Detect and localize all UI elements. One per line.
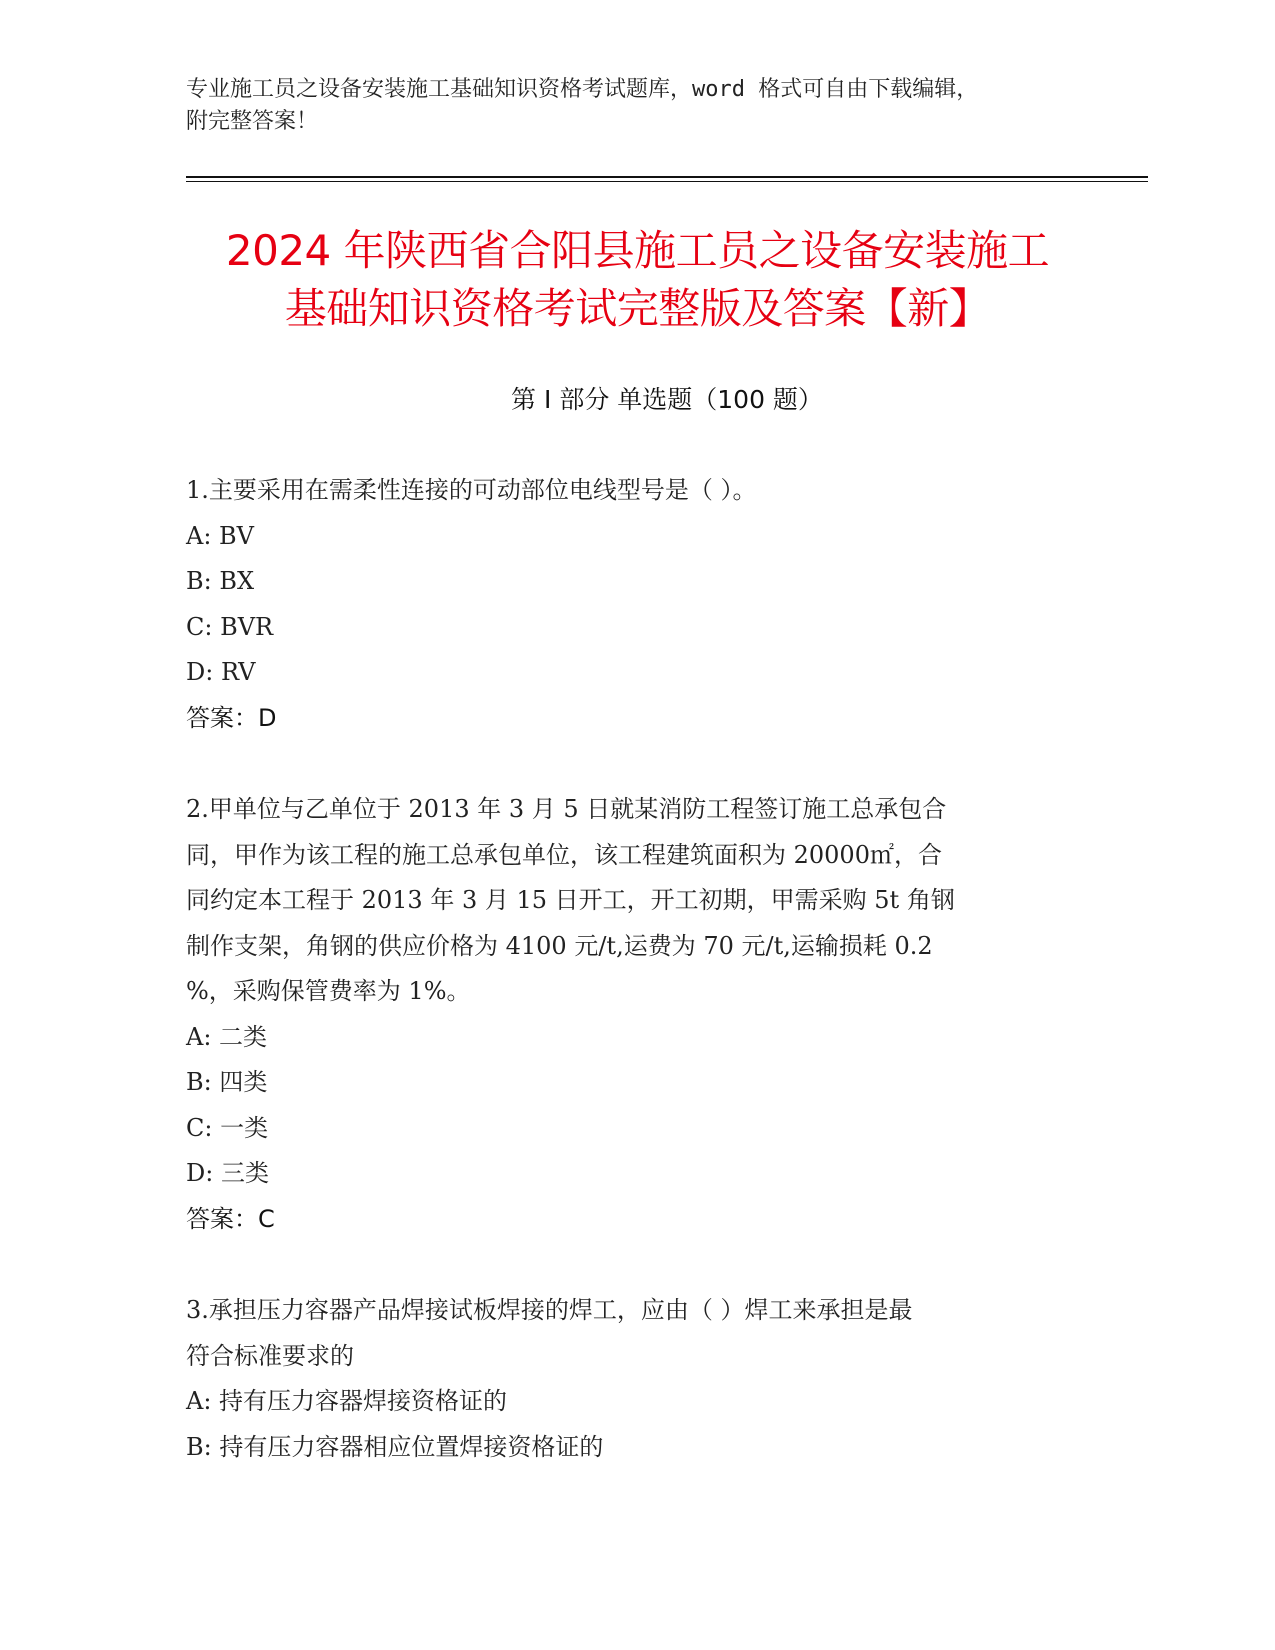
question-2-stem-line-1: 2.甲单位与乙单位于 2013 年 3 月 5 日就某消防工程签订施工总承包合 <box>186 795 947 823</box>
question-list <box>186 468 1066 1516</box>
question-3-option-b: B: 持有压力容器相应位置焊接资格证的 <box>186 1432 604 1461</box>
question-2 <box>186 787 1066 1242</box>
question-2-stem-line-5: %，采购保管费率为 1%。 <box>186 977 471 1005</box>
header-note-line-1: 专业施工员之设备安装施工基础知识资格考试题库，word 格式可自由下载编辑， <box>186 77 979 102</box>
header-rule-thick <box>186 176 1148 178</box>
question-2-option-b: B: 四类 <box>186 1068 268 1096</box>
header-note <box>186 74 1066 138</box>
question-1-option-d: D: RV <box>186 658 256 686</box>
question-2-stem-line-4: 制作支架，角钢的供应价格为 4100 元/t,运费为 70 元/t,运输损耗 0.2 <box>186 931 933 960</box>
question-3-option-a: A: 持有压力容器焊接资格证的 <box>186 1387 508 1415</box>
section-heading: 第 I 部分 单选题（100 题） <box>511 385 823 414</box>
question-2-answer: 答案：C <box>186 1204 275 1233</box>
question-1-stem: 1.主要采用在需柔性连接的可动部位电线型号是（ ）。 <box>186 476 757 504</box>
question-1-option-a: A: BV <box>186 521 255 550</box>
question-2-option-a: A: 二类 <box>186 1022 268 1051</box>
header-rule-thin <box>186 181 1148 182</box>
question-3-stem-line-1: 3.承担压力容器产品焊接试板焊接的焊工，应由（ ）焊工来承担是最 <box>186 1296 913 1324</box>
document-title-line-1: 2024 年陕西省合阳县施工员之设备安装施工 <box>225 226 1050 275</box>
question-2-option-c: C: 一类 <box>186 1113 269 1142</box>
question-1-option-b: B: BX <box>186 567 255 595</box>
question-2-stem-line-2: 同，甲作为该工程的施工总承包单位，该工程建筑面积为 20000㎡，合 <box>186 840 942 869</box>
document-title <box>160 222 1115 338</box>
question-1-option-c: C: BVR <box>186 612 274 641</box>
header-note-line-2: 附完整答案！ <box>186 109 319 134</box>
question-2-stem-line-3: 同约定本工程于 2013 年 3 月 15 日开工，开工初期，甲需采购 5t 角钢 <box>186 886 955 914</box>
document-title-line-2: 基础知识资格考试完整版及答案【新】 <box>284 284 991 333</box>
question-1 <box>186 468 1066 741</box>
question-3 <box>186 1288 1066 1470</box>
question-1-answer: 答案：D <box>186 703 277 732</box>
question-2-option-d: D: 三类 <box>186 1159 269 1187</box>
question-3-stem-line-2: 符合标准要求的 <box>186 1341 354 1370</box>
